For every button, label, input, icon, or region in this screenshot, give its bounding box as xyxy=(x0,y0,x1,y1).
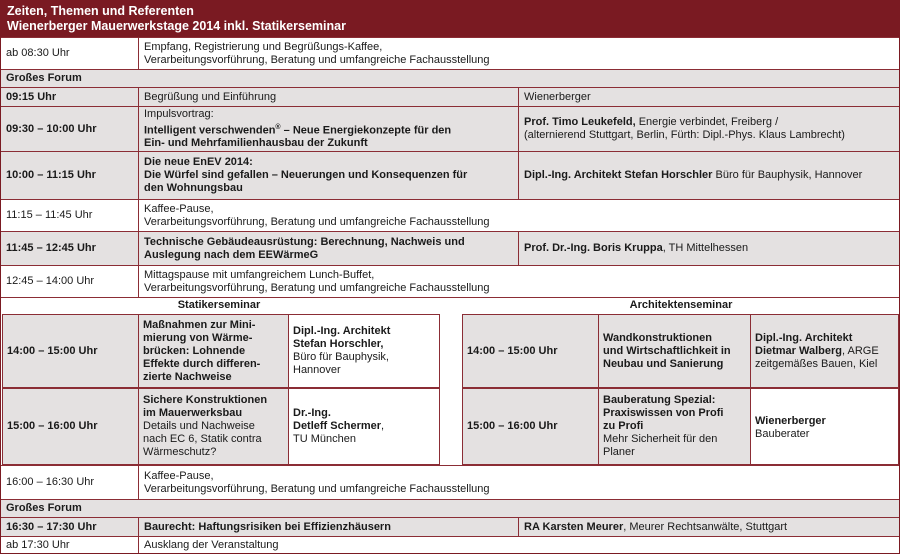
section-label-forum: Großes Forum xyxy=(1,499,899,517)
topic-cell: Empfang, Registrierung und Begrüßungs-Kaffee, Verarbeitungsvorführung, Beratung und umfangreiche Fachausstellung xyxy=(138,38,899,69)
topic-cell: Sichere Konstruktionen im Mauerwerksbau Details und Nachweise nach EC 6, Statik contra Wärmeschutz? xyxy=(138,389,288,464)
table-row xyxy=(1,536,899,553)
topic-cell: Baurecht: Haftungsrisiken bei Effizienzhäusern xyxy=(138,518,518,536)
time-cell: 16:30 – 17:30 Uhr xyxy=(6,520,97,533)
table-row xyxy=(1,151,899,199)
section-label-forum: Großes Forum xyxy=(1,69,899,87)
header-title: Zeiten, Themen und Referenten xyxy=(7,4,194,18)
speaker-cell: Prof. Timo Leukefeld, Energie verbindet, Freiberg / (alternierend Stuttgart, Berlin, Fürth: Dipl.-Phys. Klaus Lambrecht) xyxy=(518,107,899,151)
table-row xyxy=(1,106,899,151)
speaker-cell: Dipl.-Ing. Architekt Stefan Horschler Büro für Bauphysik, Hannover xyxy=(518,152,899,199)
table-row xyxy=(1,87,899,106)
topic-cell: Begrüßung und Einführung xyxy=(138,88,518,106)
speaker-cell: Prof. Dr.-Ing. Boris Kruppa, TH Mittelhessen xyxy=(518,232,899,265)
table-row xyxy=(1,231,899,265)
time-cell: ab 08:30 Uhr xyxy=(6,47,70,59)
archi-session-1 xyxy=(462,314,899,388)
time-cell: 14:00 – 15:00 Uhr xyxy=(7,344,98,357)
statik-session-1 xyxy=(2,314,440,388)
header-subtitle: Wienerberger Mauerwerkstage 2014 inkl. Statikerseminar xyxy=(7,19,346,33)
topic-cell: Kaffee-Pause, Verarbeitungsvorführung, Beratung und umfangreiche Fachausstellung xyxy=(138,200,899,231)
time-cell: 10:00 – 11:15 Uhr xyxy=(6,169,96,181)
table-row xyxy=(1,265,899,297)
statik-session-2 xyxy=(2,388,440,465)
time-cell: 15:00 – 16:00 Uhr xyxy=(7,420,98,432)
topic-cell: Bauberatung Spezial: Praxiswissen von Profi zu Profi Mehr Sicherheit für den Planer xyxy=(598,389,750,464)
topic-cell: Maßnahmen zur Mini- mierung von Wärme- brücken: Lohnende Effekte durch differen- zierte Nachweise xyxy=(138,315,288,387)
topic-cell: Impulsvortrag: Intelligent verschwenden® – Neue Energiekonzepte für den Ein- und Mehrfamilienhausbau der Zukunft xyxy=(138,107,518,151)
topic-cell: Ausklang der Veranstaltung xyxy=(138,537,899,553)
speaker-cell: Dipl.-Ing. Architekt Stefan Horschler, Büro für Bauphysik, Hannover xyxy=(288,315,439,387)
time-cell: 09:15 Uhr xyxy=(6,90,57,103)
speaker-cell: RA Karsten Meurer, Meurer Rechtsanwälte, Stuttgart xyxy=(518,518,899,536)
time-cell: 11:15 – 11:45 Uhr xyxy=(6,209,93,221)
speaker-cell: Dipl.-Ing. Architekt Dietmar Walberg, ARGE zeitgemäßes Bauen, Kiel xyxy=(750,315,898,387)
speaker-cell: Dr.-Ing. Detleff Schermer, TU München xyxy=(288,389,439,464)
topic-cell: Technische Gebäudeausrüstung: Berechnung, Nachweis und Auslegung nach dem EEWärmeG xyxy=(138,232,518,265)
topic-cell: Die neue EnEV 2014: Die Würfel sind gefallen – Neuerungen und Konsequenzen für den Wohnungsbau xyxy=(138,152,518,199)
time-cell: 12:45 – 14:00 Uhr xyxy=(6,275,95,287)
table-row xyxy=(1,517,899,536)
topic-cell: Mittagspause mit umfangreichem Lunch-Buffet, Verarbeitungsvorführung, Beratung und umfangreiche Fachausstellung xyxy=(138,266,899,297)
archi-seminar-title: Architektenseminar xyxy=(629,299,733,311)
speaker-cell: Wienerberger xyxy=(518,88,899,106)
archi-session-2 xyxy=(462,388,899,465)
time-cell: 15:00 – 16:00 Uhr xyxy=(467,420,558,432)
time-cell: 14:00 – 15:00 Uhr xyxy=(467,344,558,357)
table-row xyxy=(1,37,899,69)
speaker-cell: Wienerberger Bauberater xyxy=(750,389,898,464)
table-row xyxy=(1,199,899,231)
topic-cell: Wandkonstruktionen und Wirtschaftlichkeit in Neubau und Sanierung xyxy=(598,315,750,387)
statik-seminar-title: Statikerseminar xyxy=(177,299,261,311)
topic-cell: Kaffee-Pause, Verarbeitungsvorführung, Beratung und umfangreiche Fachausstellung xyxy=(138,466,899,499)
table-row xyxy=(1,465,899,499)
table-header xyxy=(1,1,899,37)
time-cell: ab 17:30 Uhr xyxy=(6,538,70,551)
time-cell: 09:30 – 10:00 Uhr xyxy=(6,122,97,135)
time-cell: 11:45 – 12:45 Uhr xyxy=(6,242,96,254)
time-cell: 16:00 – 16:30 Uhr xyxy=(6,476,95,488)
